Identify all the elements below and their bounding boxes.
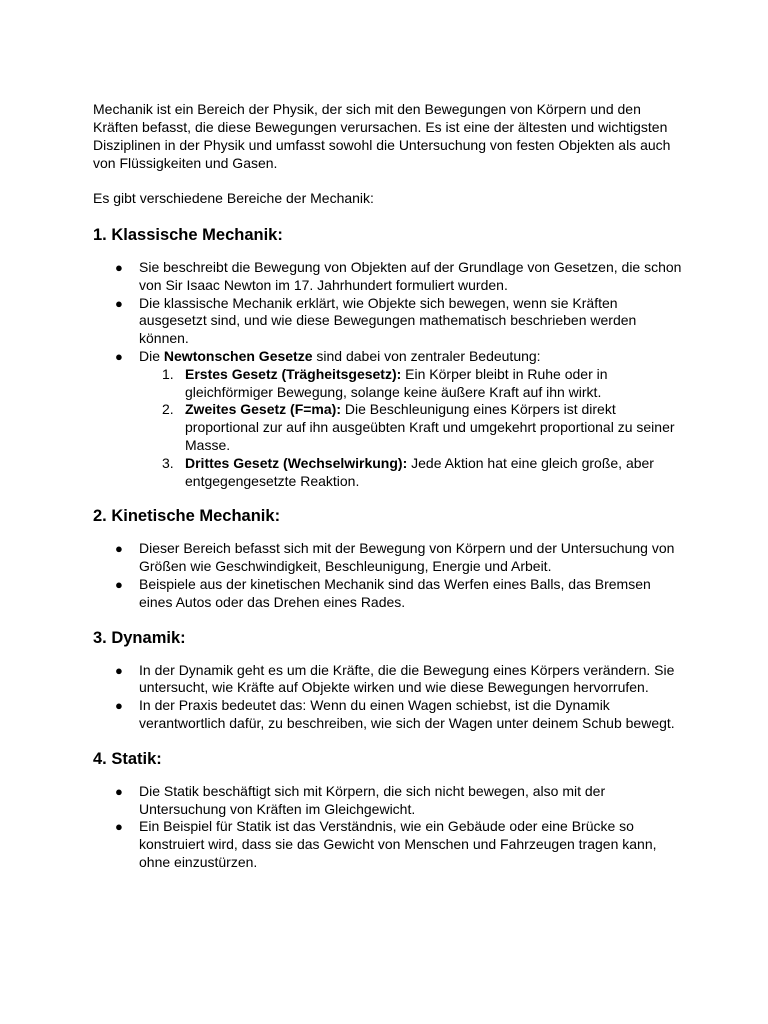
law-text: Die Beschleunigung eines Körpers ist direkt proportional zur auf ihn ausgeübten Kraft und umgekehrt proportional zu seiner Masse. [185, 401, 675, 453]
law-text: Ein Körper bleibt in Ruhe oder in gleichförmiger Bewegung, solange keine äußere Kraft auf ihn wirkt. [185, 365, 608, 400]
bullet-list-klassische-mechanik [93, 259, 688, 490]
intro-paragraph: Mechanik ist ein Bereich der Physik, der sich mit den Bewegungen von Körpern und den Kräften befasst, die diese Bewegungen verursachen. Es ist eine der ältesten und wichtigsten Disziplinen in der Physik und umfasst sowohl die Untersuchung von festen Objekten als auch von Flüssigkeiten und Gasen. [93, 101, 671, 171]
newton-laws-list [139, 366, 688, 491]
list-item-text: Die klassische Mechanik erklärt, wie Objekte sich bewegen, wenn sie Kräften ausgesetzt sind, und wie diese Bewegungen mathematisch beschrieben werden können. [139, 294, 637, 347]
bullet-icon: ● [115, 260, 123, 275]
law-number: 2. [162, 401, 174, 418]
bullet-icon: ● [115, 348, 123, 364]
list-item-text: In der Praxis bedeutet das: Wenn du einen Wagen schiebst, ist die Dynamik verantwortlich dafür, zu beschreiben, wie sich der Wagen unter deinem Schub bewegt. [139, 697, 675, 731]
law-title: Drittes Gesetz (Wechselwirkung): [185, 454, 408, 471]
newton-suffix: sind dabei von zentraler Bedeutung: [312, 347, 541, 364]
law-item-2 [139, 401, 688, 454]
list-item [93, 818, 688, 871]
list-item [93, 697, 688, 733]
law-number: 3. [162, 454, 174, 471]
law-title: Zweites Gesetz (F=ma): [185, 401, 341, 418]
law-title: Erstes Gesetz (Trägheitsgesetz): [185, 365, 402, 382]
bullet-icon: ● [115, 819, 123, 835]
list-item-newton [93, 348, 688, 490]
list-item-text: Ein Beispiel für Statik ist das Verständnis, wie ein Gebäude oder eine Brücke so konstruiert wird, dass sie das Gewicht von Menschen und Fahrzeugen tragen kann, ohne einzustürzen. [139, 818, 657, 870]
section-heading-kinetische-mechanik: 2. Kinetische Mechanik: [93, 507, 281, 526]
newton-prefix: Die [139, 347, 164, 364]
bullet-icon: ● [115, 783, 123, 799]
lead-paragraph: Es gibt verschiedene Bereiche der Mechanik: [93, 190, 374, 206]
law-item-3 [139, 455, 688, 491]
section-heading-statik: 4. Statik: [93, 749, 162, 768]
bullet-icon: ● [115, 295, 123, 311]
list-item [93, 259, 688, 295]
list-item [93, 576, 688, 612]
bullet-icon: ● [115, 662, 123, 678]
section-heading-dynamik: 3. Dynamik: [93, 628, 186, 647]
newton-bold-term: Newtonschen Gesetze [163, 347, 313, 364]
bullet-icon: ● [115, 541, 123, 557]
list-item-text: Die Statik beschäftigt sich mit Körpern, die sich nicht bewegen, also mit der Untersuchung von Kräften im Gleichgewicht. [139, 782, 606, 817]
bullet-list-statik [93, 783, 688, 872]
section-heading-klassische-mechanik: 1. Klassische Mechanik: [93, 226, 283, 244]
bullet-list-kinetische-mechanik [93, 540, 688, 611]
law-number: 1. [162, 365, 174, 382]
list-item [93, 295, 688, 348]
bullet-icon: ● [115, 698, 123, 714]
list-item-text: Beispiele aus der kinetischen Mechanik sind das Werfen eines Balls, das Bremsen eines Autos oder das Drehen eines Rades. [139, 575, 651, 610]
list-item [93, 540, 688, 576]
list-item-text: In der Dynamik geht es um die Kräfte, die die Bewegung eines Körpers verändern. Sie untersucht, wie Kräfte auf Objekte wirken und wie diese Bewegungen hervorrufen. [139, 661, 675, 696]
list-item-text: Dieser Bereich befasst sich mit der Bewegung von Körpern und der Untersuchung von Größen wie Geschwindigkeit, Beschleunigung, Energie und Arbeit. [139, 540, 675, 575]
list-item [93, 662, 688, 698]
bullet-list-dynamik [93, 662, 688, 733]
list-item [93, 783, 688, 819]
law-item-1 [139, 366, 688, 402]
bullet-icon: ● [115, 576, 123, 592]
law-text: Jede Aktion hat eine gleich große, aber entgegengesetzte Reaktion. [185, 454, 654, 489]
list-item-text: Sie beschreibt die Bewegung von Objekten auf der Grundlage von Gesetzen, die schon von Sir Isaac Newton im 17. Jahrhundert formuliert wurden. [139, 259, 682, 293]
